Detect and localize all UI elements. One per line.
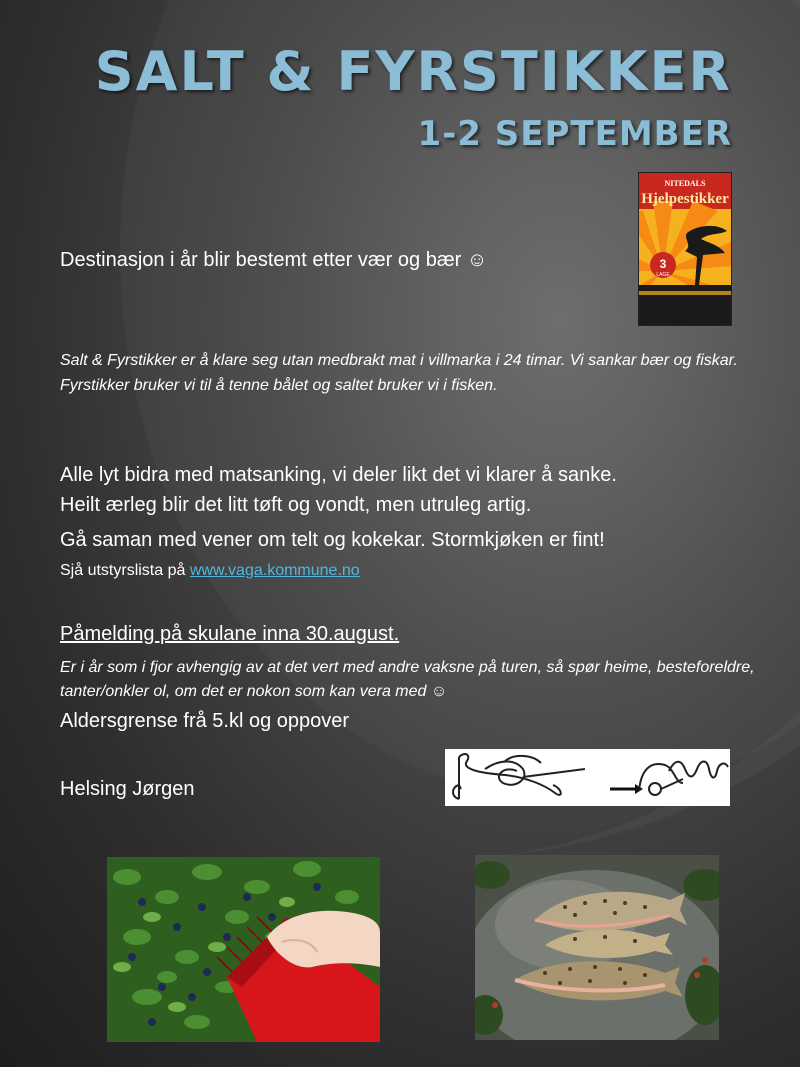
contribute-text: Alle lyt bidra med matsanking, vi deler likt det vi klarer å sanke.	[60, 464, 617, 486]
equipment-text: Gå saman med vener om telt og kokekar. Stormkjøken er fint!	[60, 529, 605, 551]
page-subtitle: 1-2 SEPTEMBER	[417, 114, 732, 154]
equipment-list-prefix: Sjå utstyrslista på	[60, 562, 190, 579]
matchbox-badge-number: 3	[659, 257, 667, 271]
matchbox-image	[638, 172, 732, 326]
website-link[interactable]: www.vaga.kommune.no	[189, 562, 360, 579]
honest-text: Heilt ærleg blir det litt tøft og vondt, men utruleg artig.	[60, 494, 532, 516]
registration-note: Er i år som i fjor avhengig av at det vert med andre vaksne på turen, så spør heime, besteforeldre, tanter/onkler ol, om det er nokon som kan vera med ☺	[60, 659, 755, 700]
page-title: SALT & FYRSTIKKER	[94, 40, 732, 103]
intro-paragraph: Salt & Fyrstikker er å klare seg utan medbrakt mat i villmarka i 24 timar. Vi sankar bær og fiskar. Fyrstikker bruker vi til å tenne bålet og saltet bruker vi i fisken.	[60, 352, 738, 394]
age-limit-text: Aldersgrense frå 5.kl og oppover	[60, 710, 350, 732]
fishing-knot-image	[445, 749, 730, 806]
trout-photo	[475, 855, 719, 1040]
registration-heading: Påmelding på skulane inna 30.august.	[60, 623, 400, 645]
signature-text: Helsing Jørgen	[60, 778, 195, 800]
destination-text: Destinasjon i år blir bestemt etter vær og bær ☺	[60, 249, 488, 271]
matchbox-badge-text: LAGE	[656, 272, 670, 278]
matchbox-brand-large: Hjelpestikker	[641, 191, 729, 207]
blueberry-picking-photo	[107, 857, 380, 1042]
equipment-list-line	[60, 562, 360, 580]
matchbox-brand-small: NITEDALS	[664, 179, 706, 188]
